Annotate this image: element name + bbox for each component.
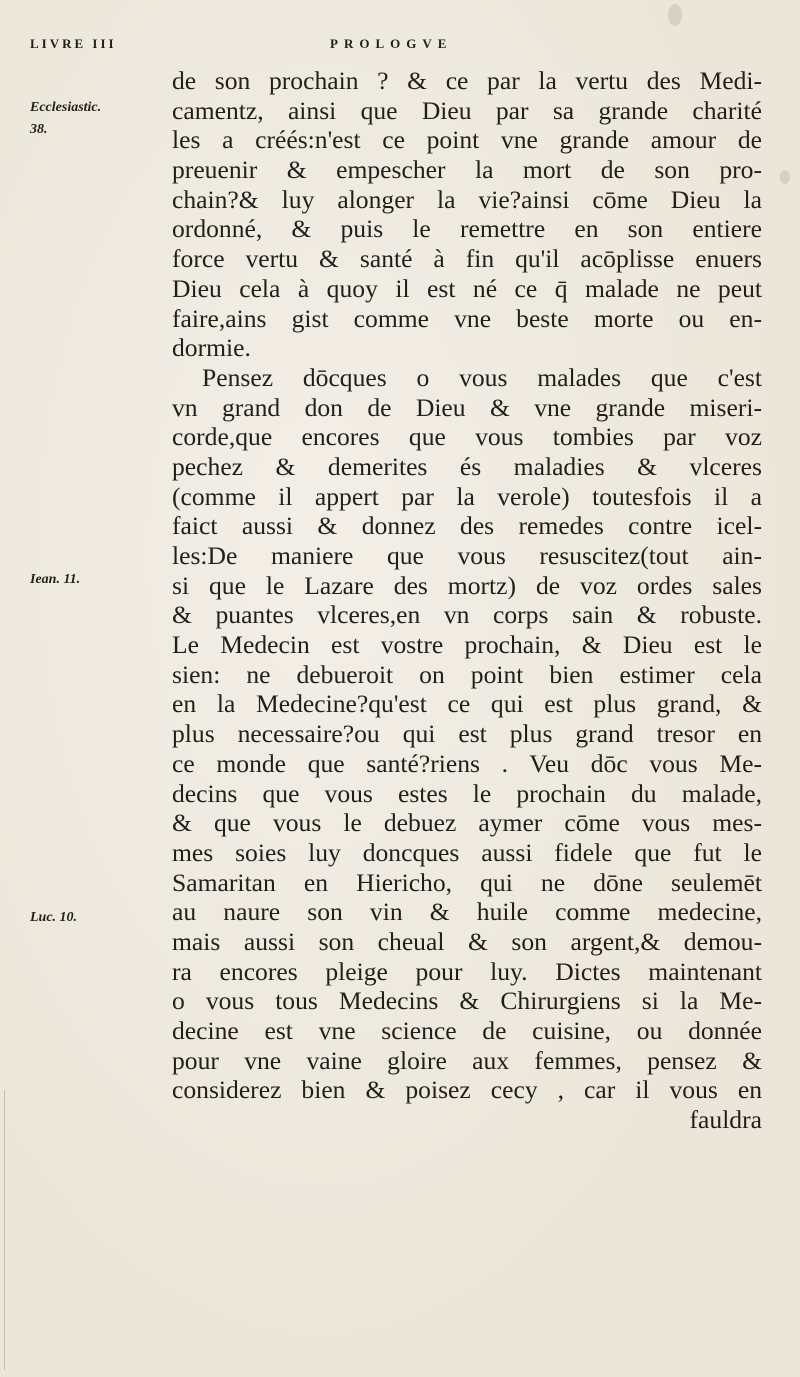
- text-line: Pensez dōcques o vous malades que c'est: [202, 362, 762, 392]
- text-line: Samaritan en Hiericho, qui ne dōne seulemēt: [172, 867, 762, 897]
- text-line: considerez bien & poisez cecy , car il vous en: [172, 1075, 762, 1105]
- text-line: pechez & demerites és maladies & vlceres: [172, 451, 762, 481]
- text-line: o vous tous Medecins & Chirurgiens si la Me-: [172, 986, 762, 1016]
- text-line: decine est vne science de cuisine, ou donnée: [172, 1016, 762, 1045]
- text-line: faire,ains gist comme vne beste morte ou en-: [172, 303, 762, 333]
- paper-stain: [780, 170, 790, 184]
- text-line: mais aussi son cheual & son argent,& demou-: [172, 926, 762, 956]
- text-line: les a créés:n'est ce point vne grande amour de: [172, 125, 762, 155]
- text-line: mes soies luy doncques aussi fidele que fut le: [172, 837, 762, 867]
- text-line: corde,que encores que vous tombies par voz: [172, 422, 762, 452]
- running-head-title: PROLOGVE: [330, 36, 453, 51]
- catchword: fauldra: [689, 1105, 762, 1135]
- margin-note: Ecclesiastic.: [30, 100, 102, 115]
- text-line: ce monde que santé?riens . Veu dōc vous Me-: [172, 748, 762, 778]
- text-line: en la Medecine?qu'est ce qui est plus grand, &: [172, 689, 762, 719]
- text-line: (comme il appert par la verole) toutesfois il a: [172, 481, 762, 511]
- text-line: pour vne vaine gloire aux femmes, pensez &: [172, 1045, 762, 1075]
- text-line: sien: ne debueroit on point bien estimer cela: [172, 659, 762, 689]
- text-line: faict aussi & donnez des remedes contre icel-: [172, 511, 762, 541]
- text-line: ordonné, & puis le remettre en son entiere: [172, 214, 762, 244]
- text-line: de son prochain ? & ce par la vertu des Medi-: [172, 66, 762, 95]
- text-line: si que le Lazare des mortz) de voz ordes sales: [172, 570, 762, 600]
- running-head: [30, 36, 590, 58]
- paper-stain: [668, 4, 682, 26]
- text-line: Le Medecin est vostre prochain, & Dieu est le: [172, 630, 762, 660]
- margin-note: Iean. 11.: [30, 572, 81, 587]
- page-edge: [4, 1090, 23, 1370]
- text-line: & que vous le debuez aymer cōme vous mes-: [172, 808, 762, 838]
- text-line: au naure son vin & huile comme medecine,: [172, 897, 762, 927]
- text-line: ra encores pleige pour luy. Dictes maintenant: [172, 956, 762, 986]
- margin-note: 38.: [30, 122, 48, 137]
- text-line: vn grand don de Dieu & vne grande miseri-: [172, 392, 762, 422]
- running-head-book: LIVRE III: [30, 36, 117, 51]
- text-line: les:De maniere que vous resuscitez(tout ain-: [172, 541, 762, 570]
- text-line: decins que vous estes le prochain du malade,: [172, 778, 762, 808]
- text-line: Dieu cela à quoy il est né ce q̄ malade ne peut: [172, 273, 762, 303]
- text-line: dormie.: [172, 333, 251, 363]
- text-line: plus necessaire?ou qui est plus grand tresor en: [172, 719, 762, 749]
- text-line: & puantes vlceres,en vn corps sain & robuste.: [172, 600, 762, 630]
- text-line: preuenir & empescher la mort de son pro-: [172, 155, 762, 185]
- body-text: [172, 66, 762, 1135]
- text-line: force vertu & santé à fin qu'il acōplisse enuers: [172, 244, 762, 274]
- text-line: camentz, ainsi que Dieu par sa grande charité: [172, 95, 762, 125]
- text-line: chain?& luy alonger la vie?ainsi cōme Dieu la: [172, 184, 762, 214]
- margin-note: Luc. 10.: [30, 910, 78, 925]
